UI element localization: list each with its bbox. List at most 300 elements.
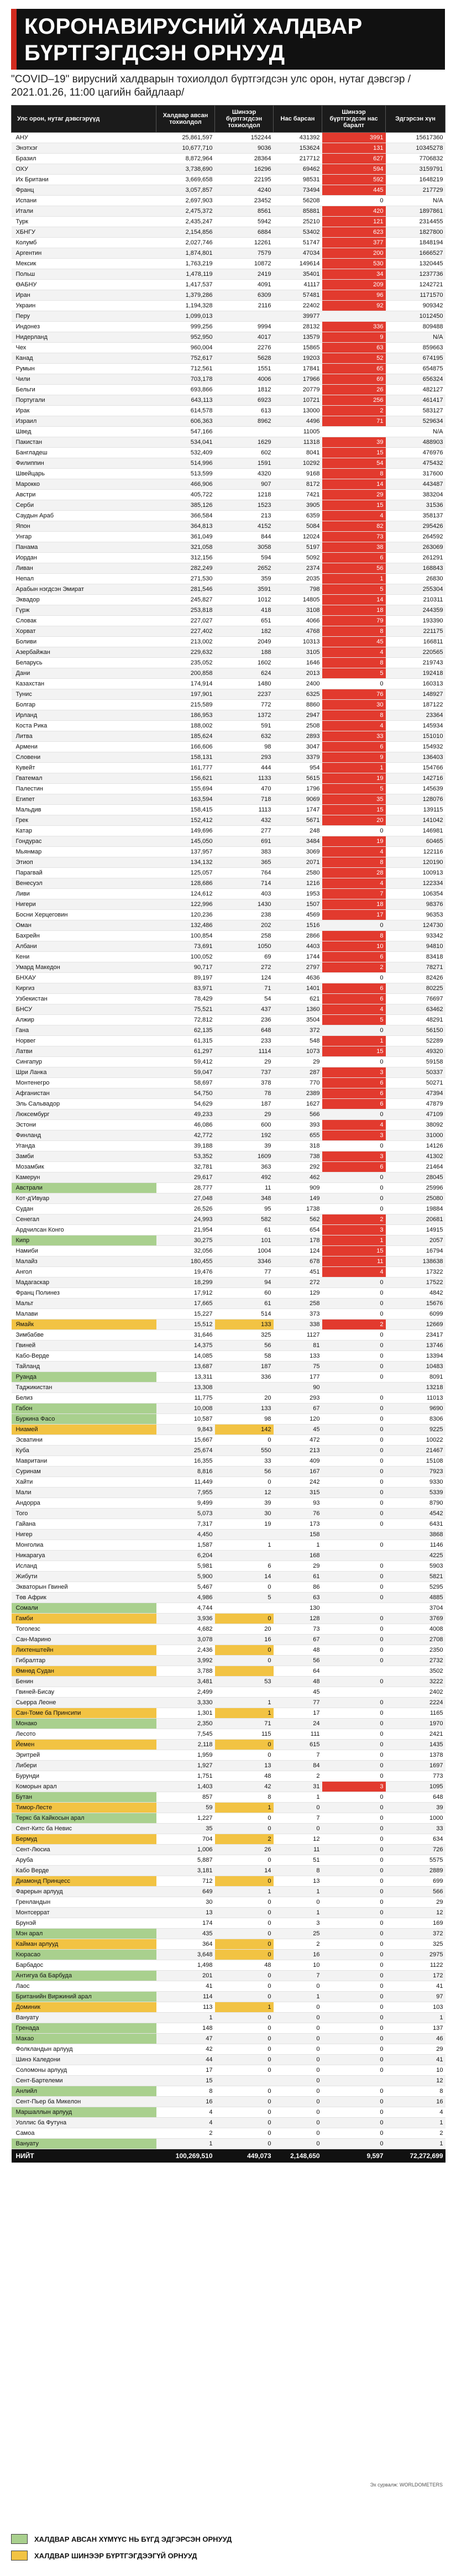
recovered-cell: 82426 (386, 973, 445, 983)
new-cases-cell: 33 (215, 1456, 274, 1467)
deaths-cell: 35401 (274, 269, 322, 280)
deaths-cell: 1401 (274, 983, 322, 994)
new-deaths-cell: 0 (322, 1193, 386, 1204)
deaths-cell: 3484 (274, 836, 322, 847)
new-cases-cell: 0 (215, 2139, 274, 2149)
table-row (12, 1908, 445, 1918)
table-row (12, 553, 445, 563)
cases-cell: 1,587 (156, 1540, 215, 1551)
deaths-cell: 2374 (274, 563, 322, 574)
deaths-cell: 56 (274, 1656, 322, 1666)
table-row (12, 1950, 445, 1960)
table-row (12, 1067, 445, 1078)
recovered-cell: 2975 (386, 1950, 445, 1960)
cases-cell: 649 (156, 1887, 215, 1897)
cases-cell: 366,584 (156, 511, 215, 521)
new-cases-cell: 378 (215, 1078, 274, 1088)
table-row (12, 1088, 445, 1099)
new-cases-cell: 16296 (215, 164, 274, 175)
cases-cell: 2 (156, 2128, 215, 2139)
new-deaths-cell: 6 (322, 553, 386, 563)
recovered-cell: 154766 (386, 763, 445, 773)
new-cases-cell: 2237 (215, 689, 274, 700)
deaths-cell: 1 (274, 1908, 322, 1918)
table-row (12, 1761, 445, 1771)
new-cases-cell: 3346 (215, 1256, 274, 1267)
cases-cell: 14,375 (156, 1341, 215, 1351)
new-deaths-cell: 11 (322, 1256, 386, 1267)
table-row (12, 1383, 445, 1393)
country-cell: Таджикистан (12, 1383, 156, 1393)
new-deaths-cell: 5 (322, 784, 386, 794)
deaths-cell: 81 (274, 1341, 322, 1351)
cases-cell: 53,352 (156, 1151, 215, 1162)
deaths-cell: 24 (274, 1719, 322, 1729)
legend-swatch-yellow (11, 2551, 28, 2561)
table-row (12, 1834, 445, 1845)
recovered-cell: 699 (386, 1876, 445, 1887)
new-cases-cell (215, 427, 274, 437)
country-cell: Албани (12, 941, 156, 952)
table-row (12, 721, 445, 731)
country-cell: Тайланд (12, 1362, 156, 1372)
cases-cell: 1,478,119 (156, 269, 215, 280)
new-deaths-cell: 0 (322, 1299, 386, 1309)
country-cell: Непал (12, 574, 156, 584)
total-new-deaths: 9,597 (322, 2149, 386, 2163)
country-cell: Өмнөд Судан (12, 1666, 156, 1677)
new-cases-cell: 142 (215, 1425, 274, 1435)
deaths-cell: 3504 (274, 1015, 322, 1025)
new-cases-cell: 844 (215, 532, 274, 542)
new-cases-cell: 124 (215, 973, 274, 983)
new-deaths-cell: 2 (322, 406, 386, 416)
new-deaths-cell: 0 (322, 679, 386, 689)
recovered-cell: 295426 (386, 521, 445, 532)
cases-cell: 2,499 (156, 1687, 215, 1698)
deaths-cell: 0 (274, 2076, 322, 2086)
table-row (12, 217, 445, 227)
deaths-cell: 124 (274, 1246, 322, 1256)
cases-cell: 1,417,537 (156, 280, 215, 290)
country-cell: Венесуэл (12, 878, 156, 889)
new-cases-cell: 202 (215, 920, 274, 931)
table-row (12, 1172, 445, 1183)
country-cell: Марокко (12, 479, 156, 490)
country-cell: Польш (12, 269, 156, 280)
deaths-cell: 77 (274, 1698, 322, 1708)
deaths-cell: 1127 (274, 1330, 322, 1341)
new-cases-cell: 4017 (215, 332, 274, 343)
new-cases-cell: 0 (215, 1918, 274, 1929)
new-deaths-cell: 0 (322, 1425, 386, 1435)
table-row (12, 385, 445, 395)
table-row (12, 952, 445, 962)
cases-cell: 253,818 (156, 605, 215, 616)
new-cases-cell: 2 (215, 1834, 274, 1845)
cases-cell: 2,697,903 (156, 196, 215, 206)
deaths-cell: 75 (274, 1362, 322, 1372)
new-deaths-cell: 627 (322, 154, 386, 164)
deaths-cell: 0 (274, 2107, 322, 2118)
recovered-cell: 47109 (386, 1109, 445, 1120)
table-row (12, 1214, 445, 1225)
new-deaths-cell: 377 (322, 238, 386, 248)
country-cell: Сан-Марино (12, 1635, 156, 1645)
recovered-cell: 63462 (386, 1004, 445, 1015)
cases-cell: 712,561 (156, 364, 215, 374)
country-cell: Нигер (12, 1530, 156, 1540)
deaths-cell: 6325 (274, 689, 322, 700)
cases-cell: 100,854 (156, 931, 215, 941)
column-header: Улс орон, нутаг дэвсгэрүүд (12, 106, 156, 133)
table-row (12, 1193, 445, 1204)
cases-cell: 46,086 (156, 1120, 215, 1130)
new-cases-cell: 4006 (215, 374, 274, 385)
country-cell: Иран (12, 290, 156, 301)
new-cases-cell: 363 (215, 1162, 274, 1172)
new-deaths-cell: 0 (322, 1330, 386, 1341)
new-deaths-cell: 54 (322, 458, 386, 469)
recovered-cell: 29 (386, 2044, 445, 2055)
recovered-cell: 16794 (386, 1246, 445, 1256)
cases-cell: 4,744 (156, 1603, 215, 1614)
cases-cell: 1,959 (156, 1750, 215, 1761)
recovered-cell: 15676 (386, 1299, 445, 1309)
deaths-cell: 5084 (274, 521, 322, 532)
table-row (12, 1456, 445, 1467)
cases-cell: 161,777 (156, 763, 215, 773)
new-deaths-cell: 6 (322, 952, 386, 962)
recovered-cell: 80225 (386, 983, 445, 994)
new-deaths-cell: 0 (322, 1719, 386, 1729)
country-cell: Турк (12, 217, 156, 227)
cases-cell: 3,936 (156, 1614, 215, 1624)
country-cell: Мадагаскар (12, 1277, 156, 1288)
recovered-cell: 106354 (386, 889, 445, 899)
recovered-cell: 50271 (386, 1078, 445, 1088)
deaths-cell: 67 (274, 1635, 322, 1645)
new-cases-cell (215, 1603, 274, 1614)
deaths-cell: 173 (274, 1519, 322, 1530)
new-cases-cell: 39 (215, 1141, 274, 1151)
cases-cell: 16,355 (156, 1456, 215, 1467)
table-row (12, 1362, 445, 1372)
deaths-cell: 318 (274, 1141, 322, 1151)
recovered-cell: 4 (386, 2107, 445, 2118)
country-cell: Австри (12, 490, 156, 500)
new-cases-cell: 0 (215, 2055, 274, 2065)
new-deaths-cell: 73 (322, 532, 386, 542)
recovered-cell: 264592 (386, 532, 445, 542)
cases-cell: 514,996 (156, 458, 215, 469)
new-cases-cell: 2049 (215, 637, 274, 647)
new-cases-cell: 133 (215, 1320, 274, 1330)
deaths-cell: 29 (274, 1057, 322, 1067)
table-row (12, 1467, 445, 1477)
recovered-cell: 13218 (386, 1383, 445, 1393)
recovered-cell: 1012450 (386, 311, 445, 322)
new-deaths-cell: 4 (322, 1267, 386, 1277)
country-cell: Камерун (12, 1172, 156, 1183)
country-cell: Чех (12, 343, 156, 353)
cases-cell: 7,317 (156, 1519, 215, 1530)
new-deaths-cell: 0 (322, 1393, 386, 1404)
recovered-cell: 48291 (386, 1015, 445, 1025)
table-row (12, 1876, 445, 1887)
recovered-cell: 137 (386, 2023, 445, 2034)
new-cases-cell: 492 (215, 1172, 274, 1183)
recovered-cell: 2708 (386, 1635, 445, 1645)
country-cell: Андорра (12, 1498, 156, 1509)
recovered-cell: 94810 (386, 941, 445, 952)
table-row (12, 878, 445, 889)
table-row (12, 1425, 445, 1435)
new-deaths-cell: 0 (322, 1645, 386, 1656)
cases-cell: 3,669,658 (156, 175, 215, 185)
deaths-cell: 153624 (274, 143, 322, 154)
new-cases-cell: 0 (215, 2023, 274, 2034)
new-deaths-cell: 0 (322, 1635, 386, 1645)
table-row (12, 595, 445, 605)
cases-cell: 174 (156, 1918, 215, 1929)
country-cell: Коста Рика (12, 721, 156, 731)
new-deaths-cell: 0 (322, 1025, 386, 1036)
new-cases-cell: 651 (215, 616, 274, 626)
new-deaths-cell: 0 (322, 1057, 386, 1067)
recovered-cell: 654875 (386, 364, 445, 374)
new-cases-cell: 0 (215, 1855, 274, 1866)
deaths-cell: 31 (274, 1782, 322, 1792)
table-row (12, 2034, 445, 2044)
country-cell: Макао (12, 2034, 156, 2044)
cases-cell: 75,521 (156, 1004, 215, 1015)
deaths-cell: 45 (274, 1425, 322, 1435)
cases-cell: 24,993 (156, 1214, 215, 1225)
new-deaths-cell: 0 (322, 1404, 386, 1414)
new-deaths-cell: 0 (322, 1918, 386, 1929)
country-cell: Монакo (12, 1719, 156, 1729)
table-row (12, 1750, 445, 1761)
recovered-cell: 8306 (386, 1414, 445, 1425)
recovered-cell: 1165 (386, 1708, 445, 1719)
cases-cell: 7,955 (156, 1488, 215, 1498)
new-cases-cell: 54 (215, 994, 274, 1004)
new-deaths-cell: 3 (322, 1151, 386, 1162)
cases-cell: 27,048 (156, 1193, 215, 1204)
new-deaths-cell: 0 (322, 2128, 386, 2139)
page-subtitle: "COVID–19" вирусний халдварын тохиолдол бүртгэгдсэн улс орон, нутаг дэвсгэр / 2021.01.26, 11:00 цагийн байдлаар/ (11, 74, 411, 98)
recovered-cell: 12 (386, 1908, 445, 1918)
column-header: Нас барсан (274, 106, 322, 133)
new-deaths-cell: 9 (322, 752, 386, 763)
new-cases-cell: 437 (215, 1004, 274, 1015)
deaths-cell: 10721 (274, 395, 322, 406)
deaths-cell: 1507 (274, 899, 322, 910)
recovered-cell: 10483 (386, 1362, 445, 1372)
new-deaths-cell: 0 (322, 1929, 386, 1939)
new-cases-cell: 0 (215, 1582, 274, 1593)
recovered-cell: 148927 (386, 689, 445, 700)
country-cell: Румын (12, 364, 156, 374)
new-cases-cell: 238 (215, 910, 274, 920)
recovered-cell: 3159791 (386, 164, 445, 175)
country-cell: Мьянмар (12, 847, 156, 857)
country-cell: Кувейт (12, 763, 156, 773)
recovered-cell: 20681 (386, 1214, 445, 1225)
new-cases-cell: 0 (215, 2044, 274, 2055)
deaths-cell: 6359 (274, 511, 322, 521)
country-cell: Сент-Бартелеми (12, 2076, 156, 2086)
recovered-cell: 97 (386, 1992, 445, 2002)
new-cases-cell: 1218 (215, 490, 274, 500)
country-cell: Мали (12, 1488, 156, 1498)
cases-cell: 32,056 (156, 1246, 215, 1256)
table-row (12, 406, 445, 416)
cases-cell: 534,041 (156, 437, 215, 448)
deaths-cell: 64 (274, 1666, 322, 1677)
cases-cell: 1,099,013 (156, 311, 215, 322)
recovered-cell: 443487 (386, 479, 445, 490)
country-cell: Барбадос (12, 1960, 156, 1971)
deaths-cell: 128 (274, 1614, 322, 1624)
recovered-cell: 139115 (386, 805, 445, 815)
table-row (12, 1120, 445, 1130)
new-deaths-cell: 19 (322, 836, 386, 847)
new-cases-cell: 1609 (215, 1151, 274, 1162)
table-row (12, 479, 445, 490)
deaths-cell: 48 (274, 1677, 322, 1687)
cases-cell: 614,578 (156, 406, 215, 416)
table-row (12, 1267, 445, 1277)
country-cell: Руанда (12, 1372, 156, 1383)
new-deaths-cell: 0 (322, 1351, 386, 1362)
cases-cell: 643,113 (156, 395, 215, 406)
cases-cell: 4 (156, 2107, 215, 2118)
deaths-cell: 770 (274, 1078, 322, 1088)
country-cell: Лихтенштейн (12, 1645, 156, 1656)
deaths-cell: 2071 (274, 857, 322, 868)
new-cases-cell: 98 (215, 742, 274, 752)
cases-cell: 227,027 (156, 616, 215, 626)
new-deaths-cell: 3 (322, 1782, 386, 1792)
country-cell: Эсватини (12, 1435, 156, 1446)
recovered-cell: 83418 (386, 952, 445, 962)
table-row (12, 910, 445, 920)
new-deaths-cell: 63 (322, 343, 386, 353)
deaths-cell: 8 (274, 1866, 322, 1876)
new-deaths-cell: 0 (322, 1277, 386, 1288)
table-row (12, 1414, 445, 1425)
deaths-cell: 11318 (274, 437, 322, 448)
cases-cell: 5,900 (156, 1572, 215, 1582)
table-header-row (12, 106, 445, 133)
new-cases-cell: 1 (215, 1803, 274, 1813)
new-deaths-cell: 1 (322, 1235, 386, 1246)
cases-cell: 197,901 (156, 689, 215, 700)
table-row (12, 1477, 445, 1488)
recovered-cell: 261291 (386, 553, 445, 563)
table-row (12, 700, 445, 710)
deaths-cell: 2400 (274, 679, 322, 689)
new-cases-cell: 0 (215, 2013, 274, 2023)
deaths-cell: 372 (274, 1025, 322, 1036)
recovered-cell: 141042 (386, 815, 445, 826)
recovered-cell: 1146 (386, 1540, 445, 1551)
deaths-cell: 45 (274, 1687, 322, 1698)
table-row (12, 458, 445, 469)
country-cell: Латви (12, 1046, 156, 1057)
recovered-cell: 8091 (386, 1372, 445, 1383)
deaths-cell: 315 (274, 1488, 322, 1498)
country-cell: Литва (12, 731, 156, 742)
cases-cell: 90,717 (156, 962, 215, 973)
new-cases-cell: 714 (215, 878, 274, 889)
cases-cell: 704 (156, 1834, 215, 1845)
table-row (12, 1036, 445, 1046)
new-cases-cell: 4091 (215, 280, 274, 290)
table-row (12, 2128, 445, 2139)
new-deaths-cell: 0 (322, 1824, 386, 1834)
recovered-cell: 383204 (386, 490, 445, 500)
new-cases-cell: 1 (215, 2002, 274, 2013)
new-cases-cell: 383 (215, 847, 274, 857)
new-cases-cell: 13 (215, 1761, 274, 1771)
country-cell: Энэтхэг (12, 143, 156, 154)
country-cell: Палестин (12, 784, 156, 794)
new-cases-cell: 5628 (215, 353, 274, 364)
new-cases-cell: 1812 (215, 385, 274, 395)
country-cell: Куба (12, 1446, 156, 1456)
recovered-cell: 145639 (386, 784, 445, 794)
recovered-cell: 1827800 (386, 227, 445, 238)
table-row (12, 2013, 445, 2023)
table-row (12, 574, 445, 584)
deaths-cell: 17841 (274, 364, 322, 374)
cases-cell: 29,617 (156, 1172, 215, 1183)
deaths-cell: 0 (274, 2128, 322, 2139)
new-cases-cell: 1133 (215, 773, 274, 784)
recovered-cell: 12 (386, 2076, 445, 2086)
table-row (12, 238, 445, 248)
deaths-cell: 0 (274, 2034, 322, 2044)
table-row (12, 889, 445, 899)
deaths-cell: 621 (274, 994, 322, 1004)
new-deaths-cell: 0 (322, 2002, 386, 2013)
recovered-cell: 9330 (386, 1477, 445, 1488)
country-cell: Коморын арал (12, 1782, 156, 1792)
cases-cell: 134,132 (156, 857, 215, 868)
table-row (12, 1572, 445, 1582)
recovered-cell: 5821 (386, 1572, 445, 1582)
recovered-cell: 1666527 (386, 248, 445, 259)
new-cases-cell: 5942 (215, 217, 274, 227)
cases-cell: 960,004 (156, 343, 215, 353)
new-cases-cell: 95 (215, 1204, 274, 1214)
country-cell: Ливан (12, 563, 156, 574)
recovered-cell: 482127 (386, 385, 445, 395)
table-row (12, 1918, 445, 1929)
country-cell: Маршаллын арлууд (12, 2107, 156, 2118)
recovered-cell: 244359 (386, 605, 445, 616)
country-cell: Эстони (12, 1120, 156, 1130)
new-cases-cell: 648 (215, 1025, 274, 1036)
country-cell: Лаос (12, 1981, 156, 1992)
recovered-cell: 124730 (386, 920, 445, 931)
cases-cell: 44 (156, 2055, 215, 2065)
new-deaths-cell: 0 (322, 1866, 386, 1876)
recovered-cell: 217729 (386, 185, 445, 196)
